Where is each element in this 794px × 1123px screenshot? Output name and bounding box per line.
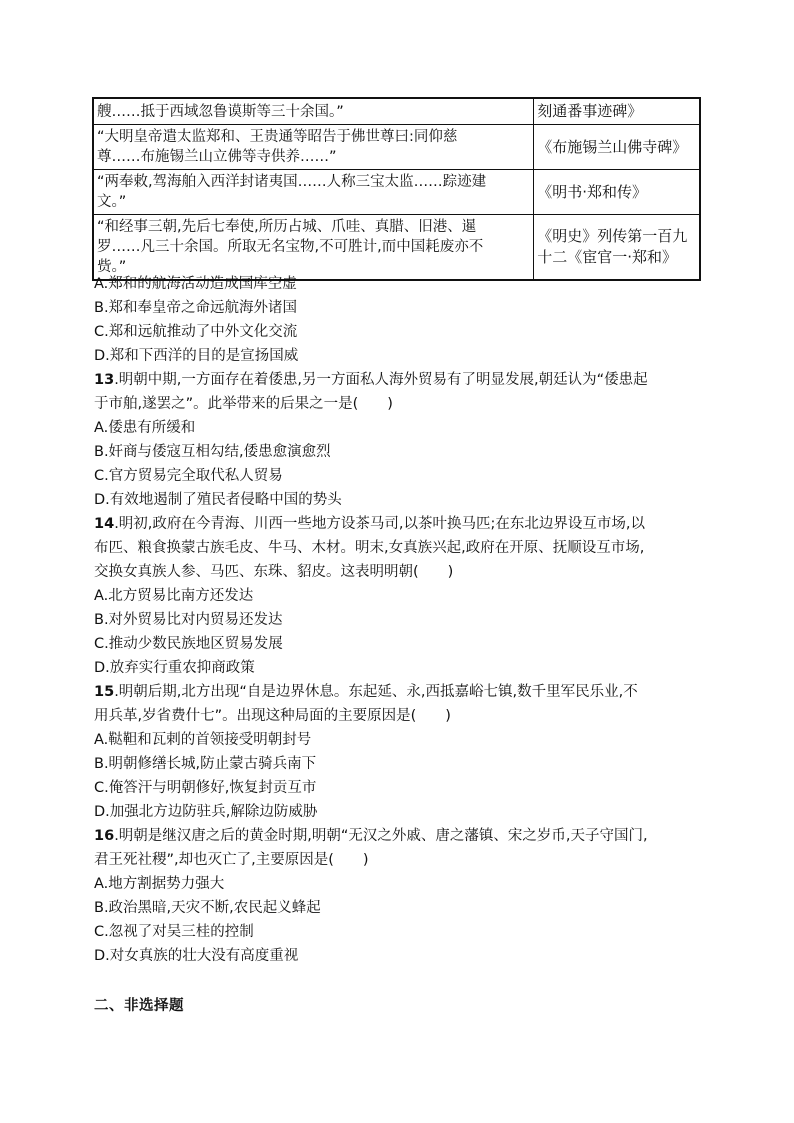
option-a[interactable]: A.郑和的航海活动造成国库空虚 xyxy=(94,276,297,292)
option-b[interactable]: B.奸商与倭寇互相勾结,倭患愈演愈烈 xyxy=(94,444,331,460)
quote-line: 艘……抵于西域忽鲁谟斯等三十余国。” xyxy=(97,103,344,120)
cite-line: 十二《宦官一·郑和》 xyxy=(537,248,678,266)
table-quote-cell xyxy=(93,170,534,215)
stem-text: .明朝后期,北方出现“自是边界休息。东起延、永,西抵嘉峪七镇,数千里军民乐业,不 xyxy=(114,684,638,700)
question-stem-cont: 于市舶,遂罢之”。此举带来的后果之一是( ) xyxy=(94,396,393,412)
option-c[interactable]: C.忽视了对吴三桂的控制 xyxy=(94,924,254,940)
question-14 xyxy=(94,512,714,680)
option-d[interactable]: D.加强北方边防驻兵,解除边防威胁 xyxy=(94,804,318,820)
option-a[interactable]: A.地方割据势力强大 xyxy=(94,876,225,892)
option-c[interactable]: C.俺答汗与明朝修好,恢复封贡互市 xyxy=(94,780,317,796)
question-stem-cont: 用兵革,岁省费什七”。出现这种局面的主要原因是( ) xyxy=(94,708,451,724)
quote-line: “两奉敕,驾海舶入西洋封诸夷国……人称三宝太监……踪迹建 xyxy=(97,174,487,190)
option-d[interactable]: D.有效地遏制了殖民者侵略中国的势头 xyxy=(94,492,342,508)
question-number: 16 xyxy=(94,828,115,844)
table-quote-cell xyxy=(93,125,534,170)
question-16 xyxy=(94,824,714,968)
stem-text: .明朝中期,一方面存在着倭患,另一方面私人海外贸易有了明显发展,朝廷认为“倭患起 xyxy=(114,372,648,388)
quote-line: 文。” xyxy=(97,194,127,210)
option-c[interactable]: C.郑和远航推动了中外文化交流 xyxy=(94,324,298,340)
table-quote-cell xyxy=(93,215,534,281)
option-d[interactable]: D.郑和下西洋的目的是宣扬国威 xyxy=(94,348,299,364)
option-a[interactable]: A.北方贸易比南方还发达 xyxy=(94,588,254,604)
question-stem-cont: 布匹、粮食换蒙古族毛皮、牛马、木材。明末,女真族兴起,政府在开原、抚顺设互市场, xyxy=(94,540,645,556)
question-stem xyxy=(94,824,714,848)
source-table xyxy=(92,97,701,281)
table-row xyxy=(93,125,700,170)
stem-text: .明初,政府在今青海、川西一些地方设茶马司,以茶叶换马匹;在东北边界设互市场,以 xyxy=(114,516,646,532)
cite-line: 《明史》列传第一百九 xyxy=(537,227,688,245)
question-number: 14 xyxy=(94,516,115,532)
question-stem xyxy=(94,368,714,392)
question-stem xyxy=(94,512,714,536)
question-15 xyxy=(94,680,714,824)
cite-line: 《明书·郑和传》 xyxy=(537,182,648,201)
table-cite-cell xyxy=(534,125,700,170)
question-number: 15 xyxy=(94,684,115,700)
option-b[interactable]: B.明朝修缮长城,防止蒙古骑兵南下 xyxy=(94,756,317,772)
question-stem-cont: 君王死社稷”,却也灭亡了,主要原因是( ) xyxy=(94,852,369,868)
quote-line: 尊……布施锡兰山立佛等寺供养……” xyxy=(97,149,337,165)
option-d[interactable]: D.放弃实行重农抑商政策 xyxy=(94,660,255,676)
table-cite-cell xyxy=(534,215,700,281)
quote-line: “和经事三朝,先后七奉使,所历占城、爪哇、真腊、旧港、暹 xyxy=(97,219,477,235)
option-a[interactable]: A.鞑靼和瓦剌的首领接受明朝封号 xyxy=(94,732,312,748)
table-row xyxy=(93,98,700,125)
option-c[interactable]: C.推动少数民族地区贸易发展 xyxy=(94,636,283,652)
question-13 xyxy=(94,368,714,512)
quote-line: 赀。” xyxy=(97,259,127,275)
table-row xyxy=(93,170,700,215)
cite-line: 刻通番事迹碑》 xyxy=(537,102,643,120)
option-c[interactable]: C.官方贸易完全取代私人贸易 xyxy=(94,468,283,484)
option-d[interactable]: D.对女真族的壮大没有高度重视 xyxy=(94,948,299,964)
quote-line: 罗……凡三十余国。所取无名宝物,不可胜计,而中国耗废亦不 xyxy=(97,239,484,255)
question-number: 13 xyxy=(94,372,115,388)
section-title: 二、非选择题 xyxy=(94,998,184,1014)
option-a[interactable]: A.倭患有所缓和 xyxy=(94,420,196,436)
option-b[interactable]: B.政治黑暗,天灾不断,农民起义蜂起 xyxy=(94,900,321,916)
question-stem-cont: 交换女真族人参、马匹、东珠、貂皮。这表明明朝( ) xyxy=(94,564,454,580)
table-cite-cell xyxy=(534,170,700,215)
stem-text: .明朝是继汉唐之后的黄金时期,明朝“无汉之外戚、唐之藩镇、宋之岁币,天子守国门, xyxy=(114,828,648,844)
table-cite-cell xyxy=(534,98,700,125)
cite-line: 《布施锡兰山佛寺碑》 xyxy=(537,137,688,156)
table-quote-cell xyxy=(93,98,534,125)
q12-options xyxy=(94,272,714,368)
option-b[interactable]: B.对外贸易比对内贸易还发达 xyxy=(94,612,283,628)
table-row xyxy=(93,215,700,281)
quote-line: “大明皇帝遣太监郑和、王贵通等昭告于佛世尊曰:同仰慈 xyxy=(97,129,458,145)
question-stem xyxy=(94,680,714,704)
option-b[interactable]: B.郑和奉皇帝之命远航海外诸国 xyxy=(94,300,298,316)
